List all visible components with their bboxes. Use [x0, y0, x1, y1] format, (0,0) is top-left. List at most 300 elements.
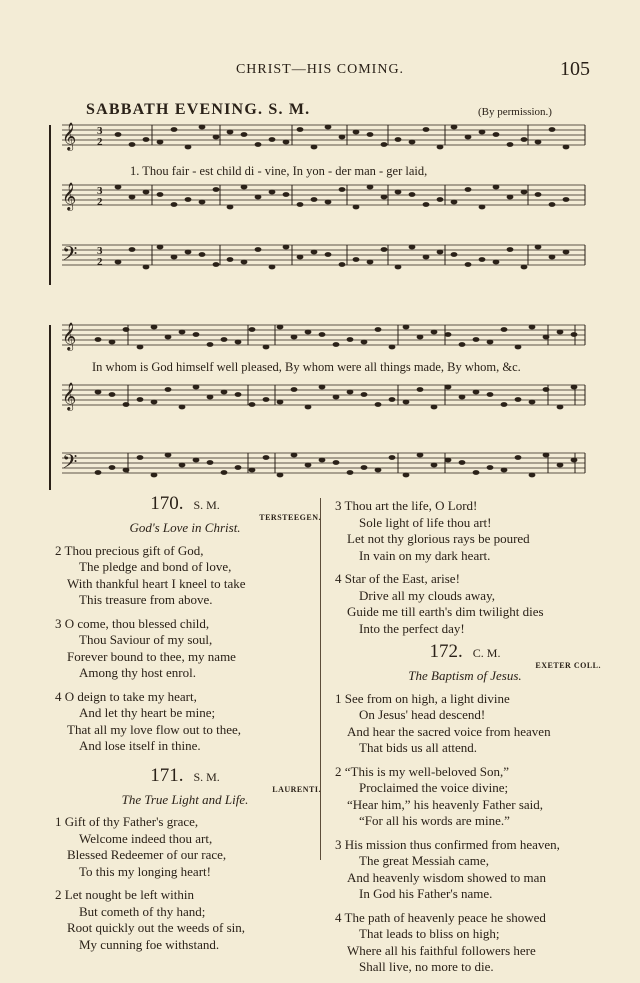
system2-staff2-note	[529, 400, 536, 405]
stanza-line: That all my love flow out to thee,	[67, 721, 242, 737]
hymn-meter: S. M.	[193, 769, 220, 784]
system2-staff3-note	[277, 473, 284, 478]
time-signature-top: 3	[97, 245, 103, 257]
system2-staff1-note	[249, 327, 256, 332]
hymn-heading	[55, 764, 321, 794]
system2-staff2-note	[389, 397, 396, 402]
system1-staff3-note	[129, 247, 136, 252]
system2-staff3-note	[361, 465, 368, 470]
stanza	[335, 910, 595, 976]
system1-staff3-note	[213, 262, 220, 267]
stanza-line: The great Messiah came,	[359, 853, 489, 868]
system1-staff2-note	[395, 190, 402, 195]
system1-staff1-note	[493, 132, 500, 137]
stanza-line: 4 Star of the East, arise!	[335, 571, 460, 586]
system1-staff3-note	[493, 260, 500, 265]
system2-staff3-note	[207, 460, 214, 465]
right-column	[335, 498, 601, 983]
system1-staff1-note	[213, 135, 220, 140]
system1-staff3-note	[465, 262, 472, 267]
system1-staff3-note	[409, 245, 416, 250]
system1-staff3-note	[227, 257, 234, 262]
system2-staff1-note	[571, 332, 578, 337]
system1-staff3-note	[241, 260, 248, 265]
stanza-line: Into the perfect day!	[359, 620, 465, 636]
system1-staff1-note	[423, 127, 430, 132]
system2-staff1-note	[235, 340, 242, 345]
hymn-subtitle: God's Love in Christ.	[129, 520, 241, 535]
system1-staff2-note	[297, 202, 304, 207]
clef-symbol: 𝄞	[62, 322, 77, 350]
system1-staff2-note	[521, 190, 528, 195]
system2-staff2-note	[165, 387, 172, 392]
hymn-0	[55, 493, 321, 755]
system2-staff1-note	[515, 345, 522, 350]
stanza-line: In God his Father's name.	[359, 886, 493, 901]
stanza-line: “Hear him,” his heavenly Father said,	[347, 796, 544, 812]
system1-staff2-note	[353, 205, 360, 210]
system2-staff2-note	[459, 395, 466, 400]
time-signature-bottom: 2	[97, 196, 103, 208]
system2-staff3-note	[403, 473, 410, 478]
system1-staff2-note	[227, 205, 234, 210]
system2-staff2-note	[263, 397, 270, 402]
hymn-tune-name: LAURENTI.	[272, 784, 321, 794]
system2-staff2-note	[109, 392, 116, 397]
stanza-line: Blessed Redeemer of our race,	[67, 847, 227, 862]
stanza-line: In vain on my dark heart.	[359, 547, 491, 563]
system1-staff2-note	[283, 192, 290, 197]
system2-staff2-note	[571, 385, 578, 390]
system2-staff3-note	[459, 460, 466, 465]
system2-staff1-note	[95, 337, 102, 342]
hymn-heading	[55, 493, 321, 522]
system1-staff2-note	[381, 195, 388, 200]
system1-staff2-note	[115, 185, 122, 190]
time-signature-bottom: 2	[97, 256, 103, 268]
hymn-subtitle: The True Light and Life.	[121, 791, 249, 807]
system1-staff3-note	[479, 257, 486, 262]
system2-staff3-note	[305, 463, 312, 468]
stanza-line: 2 “This is my well-beloved Son,”	[335, 763, 510, 779]
system2-staff3-note	[543, 453, 550, 458]
system1-staff2-note	[367, 185, 374, 190]
hymn-tune-name: TERSTEEGEN.	[259, 513, 321, 522]
stanza	[55, 543, 315, 609]
system2-staff2-note	[151, 400, 158, 405]
stanza-line: That leads to bliss on high;	[359, 926, 500, 941]
system2-staff1-note	[123, 327, 130, 332]
system1-staff3-note	[283, 245, 290, 250]
hymn-subtitle: The Baptism of Jesus.	[408, 668, 522, 683]
system1-staff3-note	[353, 257, 360, 262]
system1-staff1-note	[549, 127, 556, 132]
system2-staff1-note	[263, 345, 270, 350]
system2-staff2-note	[375, 402, 382, 407]
system2-staff2-note	[123, 402, 130, 407]
system1-staff3-note	[269, 265, 276, 270]
system1-staff3-note	[381, 247, 388, 252]
system1-staff2-note	[563, 197, 570, 202]
system2-staff3-note	[263, 455, 270, 460]
stanza-line: Guide me till earth's dim twilight dies	[347, 604, 544, 619]
stanza-line: 2 Thou precious gift of God,	[55, 542, 204, 558]
time-signature-top: 3	[97, 125, 103, 137]
system1-staff1-note	[129, 142, 136, 147]
system2-staff3-note	[319, 458, 326, 463]
clef-symbol: 𝄢	[62, 242, 78, 270]
system1-staff3-note	[535, 245, 542, 250]
system1-staff1-note	[479, 130, 486, 135]
system1-staff1-note	[563, 145, 570, 150]
system1-staff1-note	[185, 145, 192, 150]
system1-staff1-note	[507, 142, 514, 147]
system2-staff2-note	[179, 405, 186, 410]
system2-staff3-note	[347, 470, 354, 475]
system2-staff2-note	[235, 392, 242, 397]
system2-staff1-note	[151, 325, 158, 330]
system1-staff1-note	[255, 142, 262, 147]
system1-staff1-note	[437, 145, 444, 150]
hymn-number: 172.	[429, 641, 463, 662]
stanza	[55, 887, 315, 953]
stanza-line: Among thy host enrol.	[79, 665, 196, 680]
system2-staff2-note	[361, 392, 368, 397]
system1-staff3-note	[437, 250, 444, 255]
system1-staff3-note	[255, 247, 262, 252]
system2-staff1-note	[109, 340, 116, 345]
clef-symbol: 𝄢	[62, 450, 78, 478]
system1-staff2-note	[479, 205, 486, 210]
stanza-line: Welcome indeed thou art,	[79, 830, 213, 846]
system2-staff1-note	[417, 335, 424, 340]
stanza-line: Forever bound to thee, my name	[67, 648, 236, 664]
stanza-line: On Jesus' head descend!	[359, 707, 486, 722]
system2-staff3-note	[137, 455, 144, 460]
system2-staff3-note	[291, 453, 298, 458]
system2-staff2-note	[249, 402, 256, 407]
stanza-line: And hear the sacred voice from heaven	[347, 723, 551, 739]
hymn-meter: C. M.	[472, 646, 501, 660]
system2-staff2-note	[417, 387, 424, 392]
system1-staff3-note	[521, 265, 528, 270]
stanza-line: 2 Let nought be left within	[55, 887, 195, 902]
system1-staff1-note	[115, 132, 122, 137]
hymn-tune-name: EXETER COLL.	[535, 661, 601, 670]
system2-staff2-note	[543, 387, 550, 392]
system2-staff1-note	[403, 325, 410, 330]
stanza	[55, 689, 315, 755]
system2-staff1-note	[445, 332, 452, 337]
system1-staff3-note	[367, 260, 374, 265]
clef-symbol: 𝄞	[62, 382, 77, 410]
clef-symbol: 𝄞	[62, 182, 77, 210]
left-column	[55, 493, 321, 960]
system1-staff1-note	[339, 135, 346, 140]
system2-staff3-note	[109, 465, 116, 470]
system1-staff1-note	[367, 132, 374, 137]
system2-staff1-note	[361, 340, 368, 345]
page-number: 105	[560, 58, 590, 80]
system1-staff2-note	[185, 197, 192, 202]
stanza-line: With thankful heart I kneel to take	[67, 575, 246, 591]
system1-staff3-note	[339, 262, 346, 267]
system2-staff1-note	[389, 345, 396, 350]
system1-staff1-note	[227, 130, 234, 135]
stanza	[55, 814, 315, 880]
system2-staff1-note	[431, 330, 438, 335]
lyrics-line-1: 1. Thou fair - est child di - vine, In yon - der man - ger laid,	[130, 164, 428, 178]
tune-title: SABBATH EVENING. S. M.	[86, 101, 311, 118]
permission-note: (By permission.)	[478, 106, 552, 118]
hymn-number: 170.	[150, 493, 184, 514]
system2-staff1-note	[333, 342, 340, 347]
stanza	[335, 691, 595, 757]
stanza	[55, 616, 315, 682]
stanza-line: To this my longing heart!	[79, 863, 211, 879]
system2-staff3-note	[529, 473, 536, 478]
system2-staff3-note	[235, 465, 242, 470]
system2-staff1-note	[277, 325, 284, 330]
system1-staff3-note	[549, 255, 556, 260]
system1-staff2-note	[423, 202, 430, 207]
stanza-line: 1 Gift of thy Father's grace,	[55, 814, 199, 829]
stanza-line: “For all his words are mine.”	[359, 813, 510, 828]
system2-staff3-note	[515, 455, 522, 460]
stanza-line: 3 His mission thus confirmed from heaven,	[335, 836, 560, 852]
system1-staff2-note	[325, 200, 332, 205]
system1-staff2-note	[171, 202, 178, 207]
system2-staff2-note	[137, 397, 144, 402]
hymn-1	[55, 764, 321, 954]
stanza	[335, 837, 595, 903]
system1-staff2-note	[465, 187, 472, 192]
hymn-meter: S. M.	[193, 498, 220, 512]
system2-staff3-note	[431, 463, 438, 468]
system2-staff1-note	[291, 335, 298, 340]
lyrics-line-2: In whom is God himself well pleased, By whom were all things made, By whom, &c.	[92, 360, 521, 374]
system2-staff3-note	[151, 473, 158, 478]
system1-staff1-note	[283, 140, 290, 145]
system2-staff2-note	[291, 387, 298, 392]
system2-staff2-note	[487, 392, 494, 397]
system2-staff1-note	[501, 327, 508, 332]
stanza-line: Drive all my clouds away,	[359, 587, 495, 603]
system2-staff3-note	[249, 468, 256, 473]
system1-staff2-note	[535, 192, 542, 197]
hymn-heading	[335, 641, 601, 670]
system1-staff3-note	[115, 260, 122, 265]
time-signature-top: 3	[97, 185, 103, 197]
system2-staff1-note	[165, 335, 172, 340]
column-divider	[320, 498, 321, 860]
system1-staff2-note	[143, 190, 150, 195]
system1-staff3-note	[143, 265, 150, 270]
stanza	[335, 498, 595, 564]
system2-staff3-note	[501, 468, 508, 473]
system1-staff3-note	[507, 247, 514, 252]
system2-staff1-note	[557, 330, 564, 335]
system2-staff3-note	[179, 463, 186, 468]
system1-staff2-note	[311, 197, 318, 202]
system2-staff2-note	[333, 395, 340, 400]
stanza-line: Let not thy glorious rays be poured	[347, 531, 530, 546]
stanza-line: And let thy heart be mine;	[79, 705, 216, 720]
system1-staff1-note	[171, 127, 178, 132]
stanza-line: This treasure from above.	[79, 592, 213, 607]
system1-staff3-note	[311, 250, 318, 255]
stanza-line: 4 O deign to take my heart,	[55, 688, 197, 704]
system1-staff1-note	[381, 142, 388, 147]
system2-staff1-note	[179, 330, 186, 335]
system2-staff3-note	[123, 468, 130, 473]
system2-staff2-note	[95, 390, 102, 395]
stanza	[335, 764, 595, 830]
system1-staff3-note	[423, 255, 430, 260]
system2-staff1-note	[459, 342, 466, 347]
system1-staff2-note	[241, 185, 248, 190]
system1-staff2-note	[549, 202, 556, 207]
stanza-line: Root quickly out the weeds of sin,	[67, 920, 246, 935]
system2-staff3-note	[375, 468, 382, 473]
system2-staff1-note	[543, 335, 550, 340]
system2-staff2-note	[515, 397, 522, 402]
system2-staff2-note	[277, 400, 284, 405]
system2-staff1-note	[487, 340, 494, 345]
system1-staff1-note	[297, 127, 304, 132]
system2-staff3-note	[473, 470, 480, 475]
system1-staff1-note	[409, 140, 416, 145]
system1-staff2-note	[157, 192, 164, 197]
clef-symbol: 𝄞	[62, 122, 77, 150]
system1-staff3-note	[325, 252, 332, 257]
system2-staff3-note	[417, 453, 424, 458]
system2-staff3-note	[333, 460, 340, 465]
stanza-line: Where all his faithful followers here	[347, 942, 536, 958]
system2-staff1-note	[347, 337, 354, 342]
system2-staff2-note	[193, 385, 200, 390]
stanza-line: 3 Thou art the life, O Lord!	[335, 498, 478, 513]
system2-staff1-note	[529, 325, 536, 330]
system2-staff2-note	[319, 385, 326, 390]
stanza-line: That bids us all attend.	[359, 740, 478, 755]
system1-staff3-note	[185, 250, 192, 255]
system1-staff2-note	[213, 187, 220, 192]
time-signature-bottom: 2	[97, 136, 103, 148]
system1-staff2-note	[129, 195, 136, 200]
system1-staff2-note	[451, 200, 458, 205]
system2-staff2-note	[473, 390, 480, 395]
system2-staff1-note	[473, 337, 480, 342]
system1-staff1-note	[269, 137, 276, 142]
system1-staff3-note	[297, 255, 304, 260]
stanza-line: 1 See from on high, a light divine	[335, 690, 510, 706]
system2-staff1-note	[375, 327, 382, 332]
system1-staff1-note	[311, 145, 318, 150]
system1-staff1-note	[451, 125, 458, 130]
system2-staff3-note	[487, 465, 494, 470]
hymn-2	[335, 498, 595, 637]
system1-staff2-note	[507, 195, 514, 200]
system1-staff1-note	[521, 137, 528, 142]
system2-staff2-note	[221, 390, 228, 395]
system2-staff1-note	[305, 330, 312, 335]
stanza-line: 3 O come, thou blessed child,	[55, 615, 210, 631]
system2-staff3-note	[389, 455, 396, 460]
system1-staff2-note	[255, 195, 262, 200]
system2-staff2-note	[347, 390, 354, 395]
stanza-line: The pledge and bond of love,	[79, 559, 232, 574]
system1-staff2-note	[339, 187, 346, 192]
system1-staff3-note	[451, 252, 458, 257]
system2-staff3-note	[193, 458, 200, 463]
system2-staff1-note	[137, 345, 144, 350]
system2-staff1-note	[193, 332, 200, 337]
system1-staff1-note	[535, 140, 542, 145]
hymn-3	[335, 641, 601, 976]
system1-staff3-note	[563, 250, 570, 255]
system2-staff2-note	[445, 385, 452, 390]
stanza-line: And heavenly wisdom showed to man	[347, 869, 546, 885]
system2-staff2-note	[431, 405, 438, 410]
system1-staff1-note	[143, 137, 150, 142]
stanza-line: Shall live, no more to die.	[359, 959, 494, 974]
system1-staff2-note	[199, 200, 206, 205]
system2-staff1-note	[207, 342, 214, 347]
system2-staff3-note	[445, 458, 452, 463]
system1-staff2-note	[437, 197, 444, 202]
stanza-line: Proclaimed the voice divine;	[359, 780, 509, 795]
system1-staff1-note	[325, 125, 332, 130]
system1-staff2-note	[409, 192, 416, 197]
system1-staff2-note	[493, 185, 500, 190]
system1-staff1-note	[465, 135, 472, 140]
stanza-line: My cunning foe withstand.	[79, 936, 220, 952]
music-score	[0, 0, 640, 490]
system1-staff3-note	[171, 255, 178, 260]
hymn-number: 171.	[150, 764, 184, 786]
system2-staff3-note	[95, 470, 102, 475]
system2-staff2-note	[557, 405, 564, 410]
stanza-line: 4 The path of heavenly peace he showed	[335, 909, 546, 925]
system1-staff1-note	[199, 125, 206, 130]
system1-staff2-note	[269, 190, 276, 195]
stanza	[335, 571, 595, 637]
system2-staff3-note	[165, 453, 172, 458]
system2-staff2-note	[305, 405, 312, 410]
running-title: CHRIST—HIS COMING.	[235, 62, 405, 77]
system2-staff2-note	[501, 402, 508, 407]
system1-staff3-note	[395, 265, 402, 270]
system2-staff2-note	[403, 400, 410, 405]
system2-staff2-note	[207, 395, 214, 400]
system2-staff1-note	[319, 332, 326, 337]
system2-staff3-note	[221, 470, 228, 475]
stanza-line: Sole light of life thou art!	[359, 514, 492, 530]
stanza-line: Thou Saviour of my soul,	[79, 632, 213, 647]
system2-staff3-note	[571, 458, 578, 463]
stanza-line: And lose itself in thine.	[79, 738, 201, 753]
system1-staff1-note	[241, 132, 248, 137]
system1-staff1-note	[353, 130, 360, 135]
system1-staff3-note	[157, 245, 164, 250]
system1-staff1-note	[395, 137, 402, 142]
system1-staff1-note	[157, 140, 164, 145]
system2-staff3-note	[557, 463, 564, 468]
system2-staff1-note	[221, 337, 228, 342]
system1-staff3-note	[199, 252, 206, 257]
stanza-line: But cometh of thy hand;	[79, 903, 206, 919]
